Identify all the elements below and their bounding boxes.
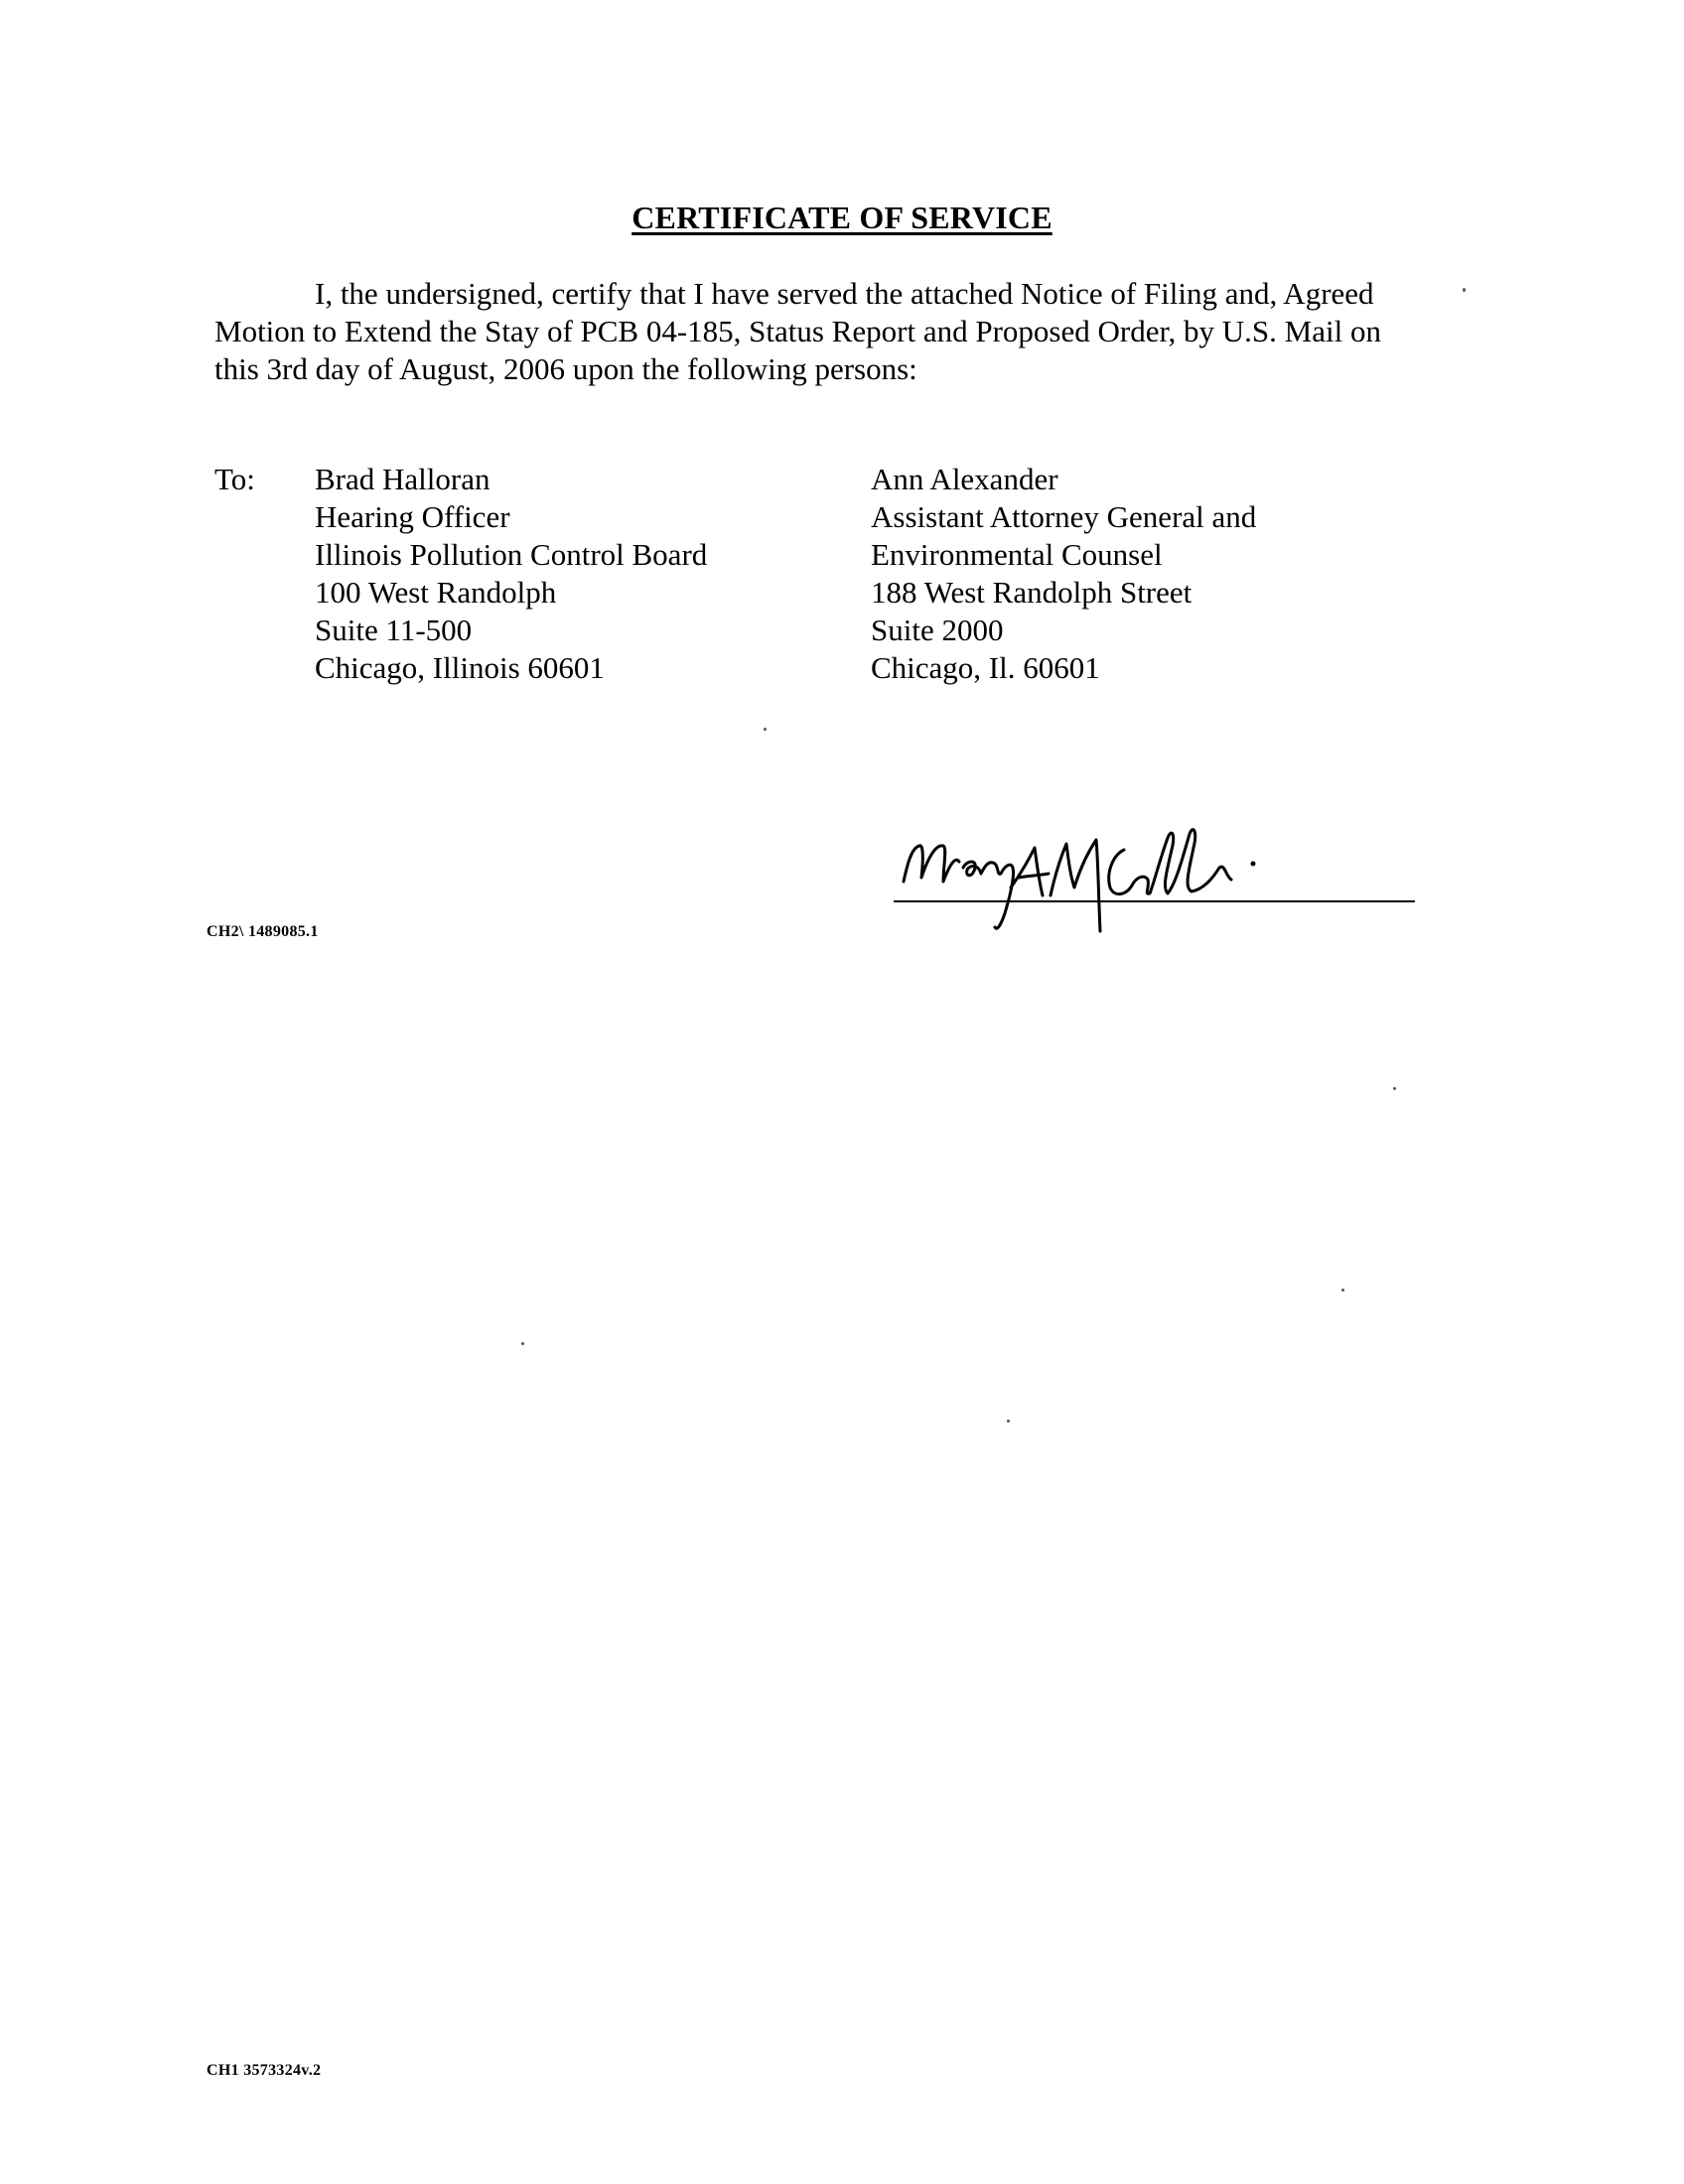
document-id-bottom: CH1 3573324v.2 [207, 2062, 322, 2079]
recipient-address-left [315, 461, 707, 687]
address-line: 188 West Randolph Street [871, 575, 1193, 610]
paragraph-line: Motion to Extend the Stay of PCB 04-185, Status Report and Proposed Order, by U.S. Mail on [214, 314, 1381, 348]
recipient-address-right [871, 461, 1256, 687]
paragraph-line: I, the undersigned, certify that I have served the attached Notice of Filing and, Agreed [315, 276, 1374, 311]
document-id-top: CH2\ 1489085.1 [207, 923, 319, 940]
scan-speck [1341, 1289, 1344, 1292]
handwritten-signature [894, 804, 1450, 953]
address-line: Environmental Counsel [871, 537, 1163, 572]
address-line: 100 West Randolph [315, 575, 557, 610]
scan-speck [1393, 1087, 1396, 1090]
paragraph-line: this 3rd day of August, 2006 upon the following persons: [214, 351, 917, 386]
address-line: Assistant Attorney General and [871, 499, 1257, 534]
scan-speck [1007, 1420, 1010, 1423]
address-line: Hearing Officer [315, 499, 510, 534]
document-title: CERTIFICATE OF SERVICE [632, 200, 1052, 235]
address-line: Suite 11-500 [315, 613, 473, 647]
address-line: Illinois Pollution Control Board [315, 537, 708, 572]
to-label: To: [214, 462, 255, 496]
address-line: Brad Halloran [315, 462, 491, 496]
scan-speck [521, 1342, 524, 1345]
scan-speck [764, 728, 767, 731]
certification-paragraph [214, 275, 1466, 388]
address-line: Suite 2000 [871, 613, 1004, 647]
scan-speck [1463, 288, 1466, 292]
address-line: Ann Alexander [871, 462, 1058, 496]
address-line: Chicago, Illinois 60601 [315, 650, 605, 685]
address-line: Chicago, Il. 60601 [871, 650, 1100, 685]
